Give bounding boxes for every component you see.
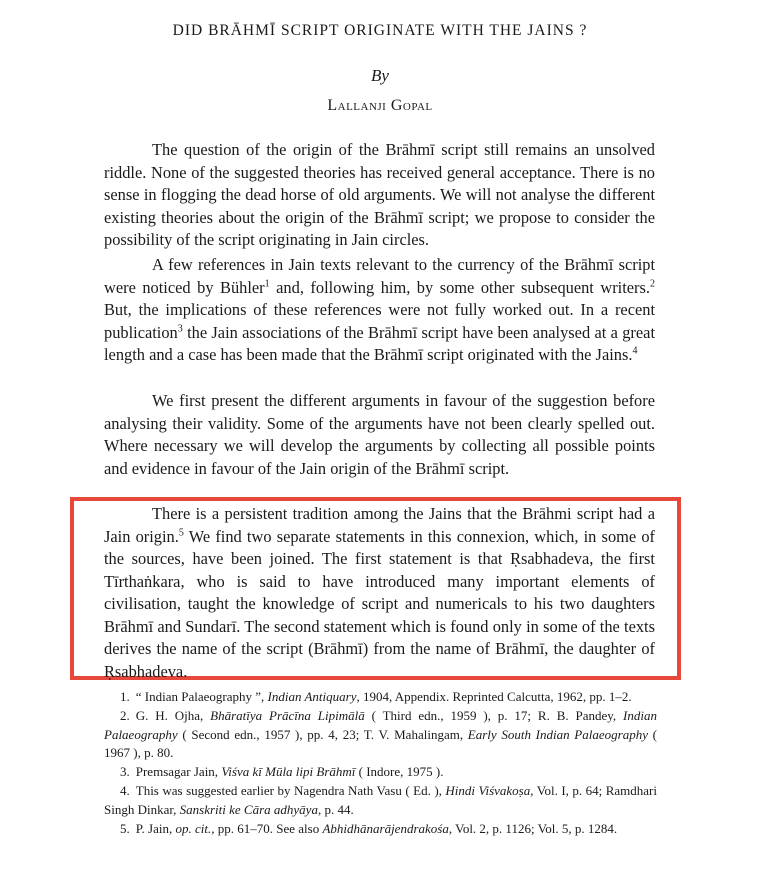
paragraph-1: The question of the origin of the Brāhmī script still remains an unsolved riddle. None of the suggested theories has received general acceptance. There is no sense in flogging the dead horse of old arguments. We will not analyse the different existing theories about the origin of the Brāhmī script; we propose to consider the possibility of the script originating in Jain circles. <box>104 140 655 249</box>
author-name: Lallanji Gopal <box>327 97 433 114</box>
byline-by: By <box>371 66 389 85</box>
footnote-2: 2. G. H. Ojha, Bhāratīya Prācīna Lipimālā ( Third edn., 1959 ), p. 17; R. B. Pandey, Indian Palaeography ( Second edn., 1957 ), pp. 4, 23; T. V. Mahalingam, Early South Indian Palaeography ( 1967 ), p. 80. <box>104 707 657 761</box>
footnotes <box>104 688 657 838</box>
footnote-1: 1. “ Indian Palaeography ”, Indian Antiquary, 1904, Appendix. Reprinted Calcutta, 1962, pp. 1–2. <box>120 689 632 704</box>
paragraph-2: A few references in Jain texts relevant to the currency of the Brāhmī script were noticed by Bühler$^1$ and, following him, by some other subsequent writers.$^2$ But, the implications of these references were not fully worked out. In a recent publication$^3$ the Jain associations of the Brāhmī script have been analysed at a great length and a case has been made that the Brāhmī script originated with the Jains.$^4$ <box>104 255 655 364</box>
article-title: DID BRĀHMĪ SCRIPT ORIGINATE WITH THE JAINS ? <box>172 22 588 39</box>
footnote-5: 5. P. Jain, op. cit., pp. 61–70. See also Abhidhānarājendrakośa, Vol. 2, p. 1126; Vol. 5, p. 1284. <box>120 820 618 836</box>
footnote-4: 4. This was suggested earlier by Nagendra Nath Vasu ( Ed. ), Hindi Viśvakoṣa, Vol. I, p. 64; Ramdhari Singh Dinkar, Sanskriti ke Cāra adhyāya, p. 44. <box>104 782 658 817</box>
highlighted-paragraph: There is a persistent tradition among the Jains that the Brāhmi script had a Jain origin.$^5$ We find two separate statements in this connexion, which, in some of the sources, have been joined. The first statement is that Ṛsabhadeva, the first Tīrthaṅkara, who is said to have introduced many important elements of civilisation, taught the knowledge of script and numericals to his two daughters Brāhmī and Sundarī. The second statement which is found only in some of the texts derives the name of the script (Brāhmī) from the name of Brāhmī, the daughter of Ṛsabhadeva. <box>104 504 655 681</box>
footnote-3: 3. Premsagar Jain, Viśva kī Mūla lipi Brāhmī ( Indore, 1975 ). <box>120 764 444 780</box>
paragraph-3: We first present the different arguments in favour of the suggestion before analysing their validity. Some of the arguments have not been clearly spelled out. Where necessary we will develop the arguments by collecting all possible points and evidence in favour of the Jain origin of the Brāhmī script. <box>104 391 655 478</box>
